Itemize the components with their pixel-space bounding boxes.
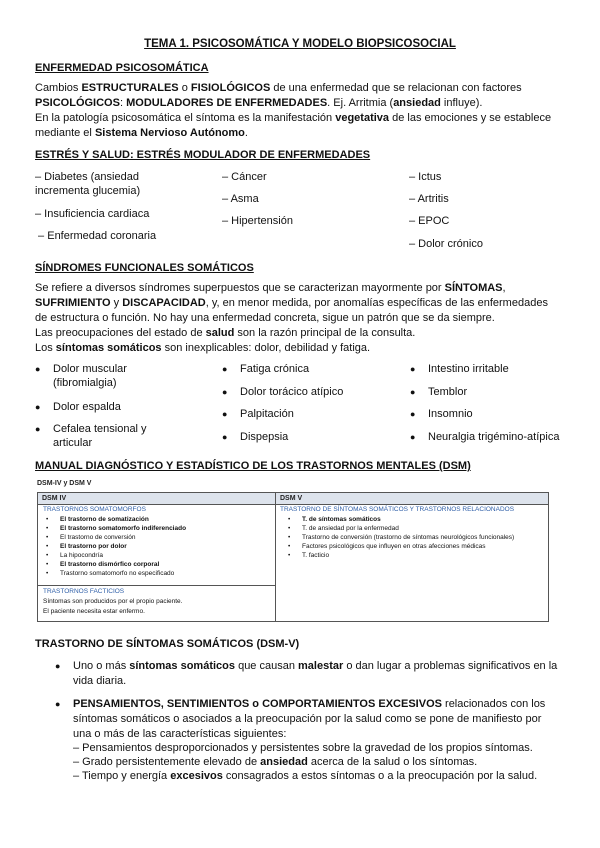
group-heading: TRASTORNOS SOMATOMORFOS [43, 506, 146, 513]
list-item: – Artritis [409, 193, 449, 205]
heading-enfermedad-psicosomatica: ENFERMEDAD PSICOSOMÁTICA [35, 62, 209, 74]
list-item: – Enfermedad coronaria [35, 230, 157, 242]
paragraph-line: Se refiere a diversos síndromes superpuestos que se caracterizan mayormente por SÍNTOMAS, [35, 282, 506, 294]
paragraph-line: Los síntomas somáticos son inexplicables: dolor, debilidad y fatiga. [35, 342, 371, 354]
paragraph-line: Las preocupaciones del estado de salud son la razón principal de la consulta. [35, 327, 416, 339]
list-item: – Dolor crónico [409, 238, 483, 250]
table-row: Síntomas son producidos por el propio paciente. [43, 598, 183, 605]
heading-sindromes-funcionales: SÍNDROMES FUNCIONALES SOMÁTICOS [35, 262, 254, 274]
paragraph-line: mediante el Sistema Nervioso Autónomo. [35, 127, 248, 139]
paragraph-line: de estructura o función. No hay una enfermedad concreta, sigue un patrón que se da siempre. [35, 312, 495, 324]
paragraph-line: SUFRIMIENTO y DISCAPACIDAD, y, en menor medida, por anomalías específicas de las enfermedades [35, 297, 548, 309]
list-item: incrementa glucemia) [35, 185, 141, 197]
list-item: – Diabetes (ansiedad [35, 171, 139, 183]
heading-estres-salud: ESTRÉS Y SALUD: ESTRÉS MODULADOR DE ENFERMEDADES [35, 149, 371, 161]
paragraph-line: Cambios ESTRUCTURALES o FISIOLÓGICOS de una enfermedad que se relacionan con factores [35, 82, 522, 94]
table-row: El paciente necesita estar enfermo. [43, 608, 145, 615]
document-page: TEMA 1. PSICOSOMÁTICA Y MODELO BIOPSICOSOCIAL ENFERMEDAD PSICOSOMÁTICA Cambios ESTRUCTURALES o FISIOLÓGICOS de una enfermedad que se relacionan con factores PSICOLÓGICOS: MODULADORES DE ENFERMEDADES. Ej. Arritmia (ansiedad influye). En la patología psicosomática el síntoma es la manifestación vegetativa de las emociones y se establece mediante el Sistema Nervioso Autónomo. ESTRÉS Y SALUD: ESTRÉS MODULADOR DE ENFERMEDADES – Diabetes (ansiedad incrementa glucemia) – Insuficiencia cardiaca – Enfermedad coronaria – Cáncer – Asma – Hipertensión – Ictus – Artritis – EPOC – Dolor crónico SÍNDROMES FUNCIONALES SOMÁTICOS Se refiere a diversos síndromes superpuestos que se caracterizan mayormente por SÍNTOMAS, SUFRIMIENTO y DISCAPACIDAD, y, en menor medida, por anomalías específicas de las enfermedades de estructura o función. No hay una enfermedad concreta, sigue un patrón que se da siempre. Las preocupaciones del estado de salud son la razón principal de la consulta. Los síntomas somáticos son inexplicables: dolor, debilidad y fatiga. ● Dolor muscular (fibromialgia) ● Dolor espalda ● Cefalea tensional y articular ● Fatiga crónica ● Dolor torácico atípico ● Palpitación ● Dispepsia ● Intestino irritable ● Temblor ● Insomnio ● Neuralgia trigémino-atípica MANUAL DIAGNÓSTICO Y ESTADÍSTICO DE LOS TRASTORNOS MENTALES (DSM) DSM-IV y DSM V DSM IV DSM V TRASTORNOS SOMATOMORFOS • El trastorno de somatización • El trastorno somatomorfo indiferenciado • El trastorno de conversión • El trastorno por dolor • La hipocondría • El trastorno dismórfico corporal • Trastorno somatomorfo no especificado TRASTORNOS FACTICIOS Síntomas son producidos por el propio paciente. El paciente necesita estar enfermo. TRASTORNO DE SÍNTOMAS SOMÁTICOS Y TRASTORNOS RELACIONADOS • T. de síntomas somáticos • T. de ansiedad por la enfermedad • Trastorno de conversión (trastorno de síntomas neurológicos funcionales) • Factores psicológicos que influyen en otras afecciones médicas • T. facticio TRASTORNO DE SÍNTOMAS SOMÁTICOS (DSM-V) ● Uno o más síntomas somáticos que causan malestar o dan lugar a problemas significativos en la vida diaria. ● PENSAMIENTOS, SENTIMIENTOS o COMPORTAMIENTOS EXCESIVOS relacionados con los síntomas somáticos o asociados a la preocupación por la salud como se pone de manifiesto por una o más de las características siguientes: – Pensamientos desproporcionados y persistentes sobre la gravedad de los propios síntomas. – Grado persistentemente elevado de ansiedad acerca de la salud o los síntomas. – Tiempo y energía excesivos consagrados a estos síntomas o a la preocupación por la salud. [0, 0, 600, 848]
group-heading: TRASTORNOS FACTICIOS [43, 588, 125, 595]
table-divider [38, 585, 275, 586]
group-heading: TRASTORNO DE SÍNTOMAS SOMÁTICOS Y TRASTORNOS RELACIONADOS [280, 506, 515, 513]
heading-dsm: MANUAL DIAGNÓSTICO Y ESTADÍSTICO DE LOS TRASTORNOS MENTALES (DSM) [35, 460, 471, 472]
heading-trastorno-sintomas: TRASTORNO DE SÍNTOMAS SOMÁTICOS (DSM-V) [35, 638, 300, 650]
dsm-table-title: DSM-IV y DSM V [37, 480, 92, 487]
table-divider [275, 493, 276, 621]
paragraph-line: PSICOLÓGICOS: MODULADORES DE ENFERMEDADES. Ej. Arritmia (ansiedad influye). [35, 97, 483, 109]
list-item: – Insuficiencia cardiaca [35, 208, 150, 220]
dsm-v-header: DSM V [276, 493, 548, 504]
dsm-comparison-table: DSM IV DSM V TRASTORNOS SOMATOMORFOS • El trastorno de somatización • El trastorno somatomorfo indiferenciado • El trastorno de conversión • El trastorno por dolor • La hipocondría • El trastorno dismórfico corporal • Trastorno somatomorfo no especificado TRASTORNOS FACTICIOS Síntomas son producidos por el propio paciente. El paciente necesita estar enfermo. TRASTORNO DE SÍNTOMAS SOMÁTICOS Y TRASTORNOS RELACIONADOS • T. de síntomas somáticos • T. de ansiedad por la enfermedad • Trastorno de conversión (trastorno de síntomas neurológicos funcionales) • Factores psicológicos que influyen en otras afecciones médicas • T. facticio [37, 492, 549, 622]
list-item: – Ictus [409, 171, 442, 183]
list-item: – Asma [222, 193, 259, 205]
paragraph-line: En la patología psicosomática el síntoma es la manifestación vegetativa de las emociones y se establece [35, 112, 552, 124]
list-item: – Hipertensión [222, 215, 293, 227]
page-title: TEMA 1. PSICOSOMÁTICA Y MODELO BIOPSICOSOCIAL [144, 38, 456, 50]
list-item: – EPOC [409, 215, 450, 227]
dsm-iv-header: DSM IV [38, 493, 275, 504]
list-item: – Cáncer [222, 171, 267, 183]
